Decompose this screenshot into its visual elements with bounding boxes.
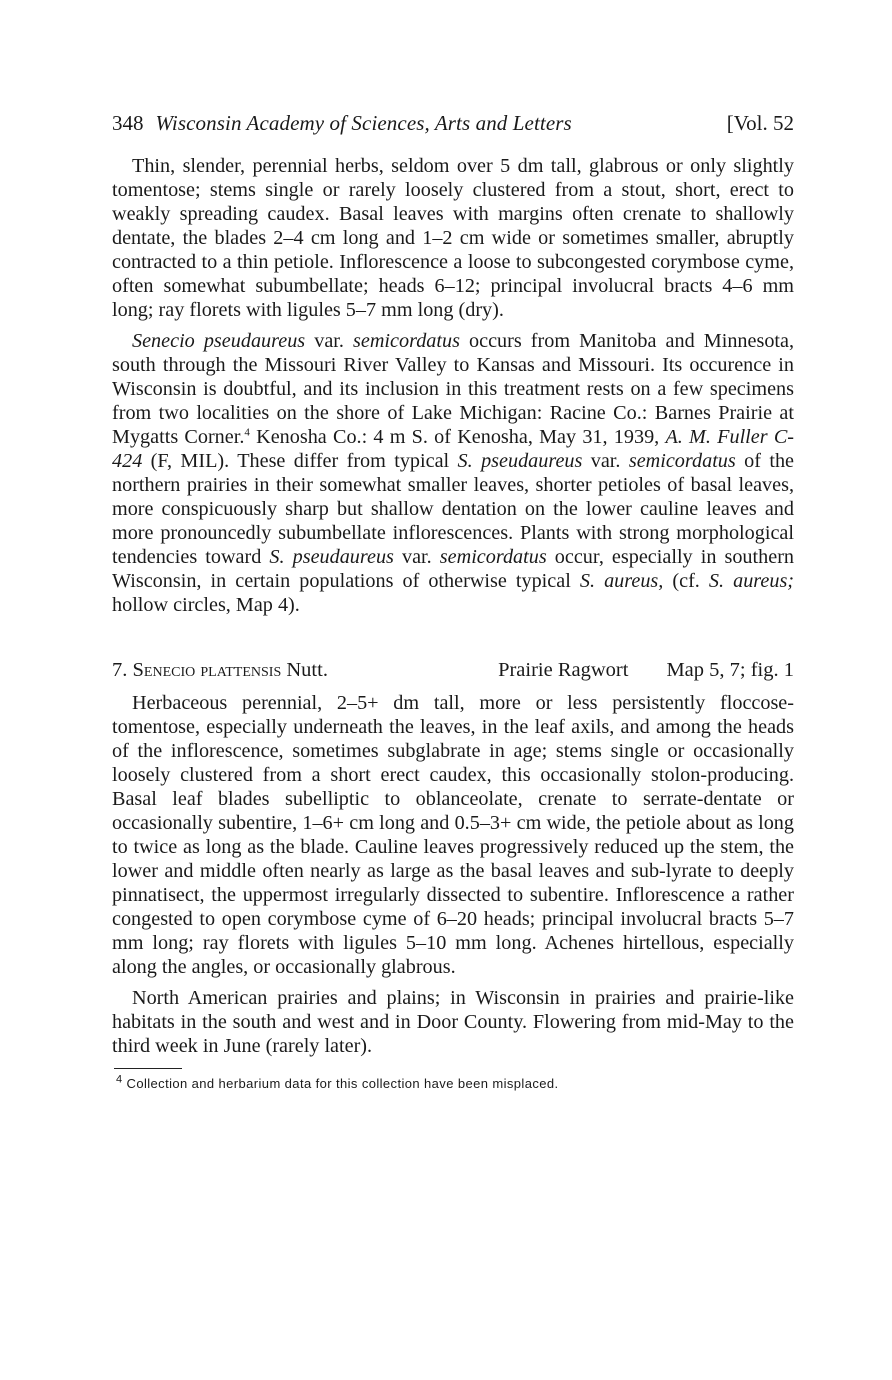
- species-number: 7.: [112, 659, 128, 681]
- rank-label: var.: [314, 330, 344, 352]
- taxon-name: Senecio pseudaureus: [132, 330, 306, 352]
- running-head: [112, 108, 794, 138]
- map-reference: Map 5, 7; fig. 1: [666, 659, 794, 681]
- common-name: Prairie Ragwort: [498, 659, 629, 681]
- taxon-name: S. pseudaureus: [457, 450, 583, 472]
- rank-label: var.: [402, 546, 432, 568]
- text-run: occur, especially in southern Wisconsin, in certain populations of otherwise typical: [112, 546, 795, 592]
- description-paragraph-1: Thin, slender, perennial herbs, seldom over 5 dm tall, glabrous or only slightly tomentose; stems single or rarely loosely clustered from a stout, short, erect to weakly spreading caudex. Basal leaves with margins often crenate to shallowly dentate, the blades 2–4 cm long and 1–2 cm wide or sometimes smaller, abruptly contracted to a thin petiole. Inflorescence a loose to subcongested corymbose cyme, often somewhat subumbellate; heads 6–12; principal involucral bracts 4–6 mm long; ray florets with ligules 5–7 mm long (dry).: [112, 155, 794, 321]
- text-run: of the northern prairies in their somewhat smaller leaves, shorter petioles of basal leaves, more conspicuously sharp but shallow dentation on the lower cauline leaves and more pronouncedly subumbellate inflorescences. Plants with strong morphological tendencies toward: [112, 450, 794, 568]
- description-paragraph-2: Herbaceous perennial, 2–5+ dm tall, more or less persistently floccose-tomentose, especially underneath the leaves, in the leaf axils, and among the heads of the inflorescence, sometimes subglabrate in age; stems single or occasionally loosely clustered from a short erect caudex, this occasionally stolon-producing. Basal leaf blades subelliptic to oblanceolate, crenate to serrate-dentate or occasionally subentire, 1–6+ cm long and 0.5–3+ cm wide, the petiole about as long to twice as long as the blade. Cauline leaves progressively reduced up the stem, the lower and middle often nearly as large as the basal leaves and sub-lyrate to deeply pinnatisect, the uppermost irregularly dissected to subentire. Inflorescence a rather congested to open corymbose cyme of 6–20 heads; principal involucral bracts 5–7 mm long; ray florets with ligules 5–10 mm long. Achenes hirtellous, especially along the angles, or occasionally glabrous.: [112, 692, 794, 978]
- taxon-name: S. pseudaureus: [269, 546, 394, 568]
- page-number: 348: [112, 111, 144, 135]
- distribution-paragraph-2: North American prairies and plains; in Wisconsin in prairies and prairie-like habitats in the south and west and in Door County. Flowering from mid-May to the third week in June (rarely later).: [112, 987, 794, 1057]
- volume-label: [Vol. 52: [726, 111, 794, 135]
- text-run: hollow circles, Map 4).: [112, 594, 300, 616]
- footnote-reference: 4: [244, 426, 250, 439]
- species-heading: [112, 657, 794, 683]
- collector-citation: A. M. Fuller C-424: [112, 426, 795, 472]
- rank-label: var.: [590, 450, 621, 472]
- taxon-name: S. aureus,: [579, 570, 664, 592]
- footnote-rule: [114, 1068, 182, 1069]
- distribution-paragraph-1: [112, 329, 794, 617]
- taxon-epithet: semicordatus: [353, 330, 460, 352]
- taxon-epithet: semicordatus: [628, 450, 736, 472]
- text-run: occurs from Manitoba and Minnesota, south through the Missouri River Valley to Kansas and Missouri. Its occurence in Wisconsin is doubtful, and its inclusion in this treatment rests on a few specimens from two localities on the shore of Lake Michigan: Racine Co.: Barnes Prairie at Mygatts Corner.: [112, 330, 795, 448]
- taxon-name: S. aureus;: [708, 570, 795, 592]
- taxon-epithet: semicordatus: [439, 546, 547, 568]
- text-run: (F, MIL). These differ from typical: [150, 450, 450, 472]
- journal-title: Wisconsin Academy of Sciences, Arts and Letters: [155, 111, 572, 135]
- species-author: Nutt.: [286, 659, 328, 681]
- section-gap: [112, 617, 794, 657]
- footnote-mark: 4: [116, 1073, 123, 1086]
- text-run: (cf.: [672, 570, 700, 592]
- page-body: [112, 108, 794, 1093]
- species-name: Senecio plattensis: [132, 659, 282, 681]
- footnote: [116, 1075, 794, 1093]
- species-title: [112, 657, 328, 683]
- footnote-text: Collection and herbarium data for this collection have been misplaced.: [126, 1076, 559, 1091]
- text-run: Kenosha Co.: 4 m S. of Kenosha, May 31, 1939,: [256, 426, 660, 448]
